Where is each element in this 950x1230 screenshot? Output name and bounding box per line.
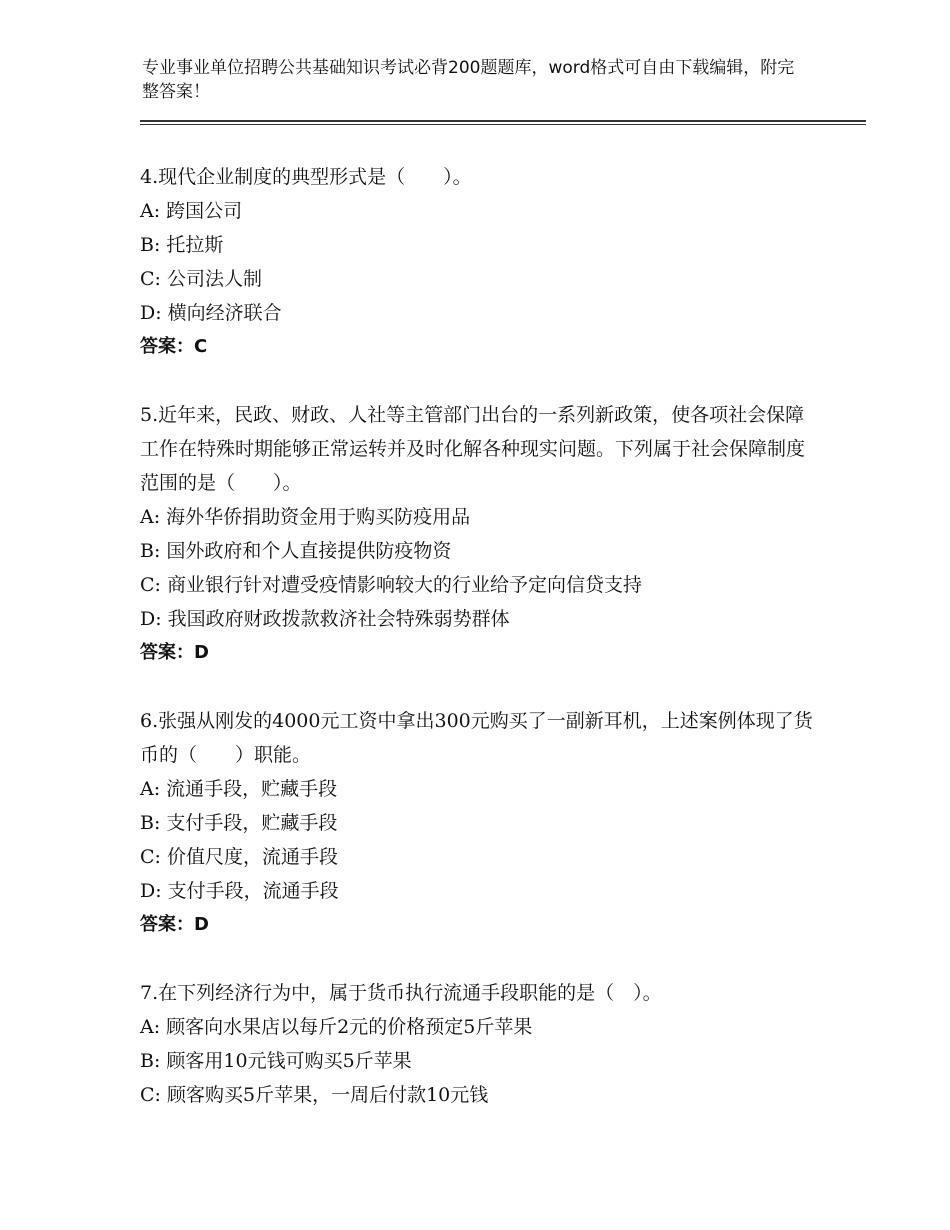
question-text: 6.张强从刚发的4000元工资中拿出300元购买了一副新耳机，上述案例体现了货币的（ ）职能。	[140, 710, 813, 766]
question-5	[140, 398, 820, 670]
question-text: 5.近年来，民政、财政、人社等主管部门出台的一系列新政策，使各项社会保障工作在特殊时期能够正常运转并及时化解各种现实问题。下列属于社会保障制度范围的是（ ）。	[140, 404, 806, 494]
option-c: C: 公司法人制	[140, 268, 262, 290]
option-d: D: 支付手段，流通手段	[140, 880, 339, 902]
question-text: 4.现代企业制度的典型形式是（ ）。	[140, 166, 472, 188]
option-a: A: 顾客向水果店以每斤2元的价格预定5斤苹果	[140, 1016, 533, 1038]
question-4	[140, 160, 820, 364]
page-header: 专业事业单位招聘公共基础知识考试必背200题题库，word格式可自由下载编辑，附完整答案！	[142, 58, 795, 102]
question-6	[140, 704, 820, 942]
option-a: A: 跨国公司	[140, 200, 243, 222]
option-b: B: 托拉斯	[140, 234, 224, 256]
option-c: C: 商业银行针对遭受疫情影响较大的行业给予定向信贷支持	[140, 574, 642, 596]
answer-label: 答案：C	[140, 336, 208, 357]
answer-label: 答案：D	[140, 914, 209, 935]
option-b: B: 支付手段，贮藏手段	[140, 812, 338, 834]
question-7	[140, 976, 820, 1112]
option-b: B: 国外政府和个人直接提供防疫物资	[140, 540, 452, 562]
option-d: D: 我国政府财政拨款救济社会特殊弱势群体	[140, 608, 510, 630]
answer-label: 答案：D	[140, 642, 209, 663]
option-a: A: 海外华侨捐助资金用于购买防疫用品	[140, 506, 471, 528]
question-list	[140, 160, 820, 1146]
option-a: A: 流通手段，贮藏手段	[140, 778, 338, 800]
question-text: 7.在下列经济行为中，属于货币执行流通手段职能的是（ ）。	[140, 982, 662, 1004]
option-b: B: 顾客用10元钱可购买5斤苹果	[140, 1050, 412, 1072]
option-d: D: 横向经济联合	[140, 302, 282, 324]
option-c: C: 顾客购买5斤苹果，一周后付款10元钱	[140, 1084, 489, 1106]
header-divider	[140, 120, 866, 125]
option-c: C: 价值尺度，流通手段	[140, 846, 338, 868]
